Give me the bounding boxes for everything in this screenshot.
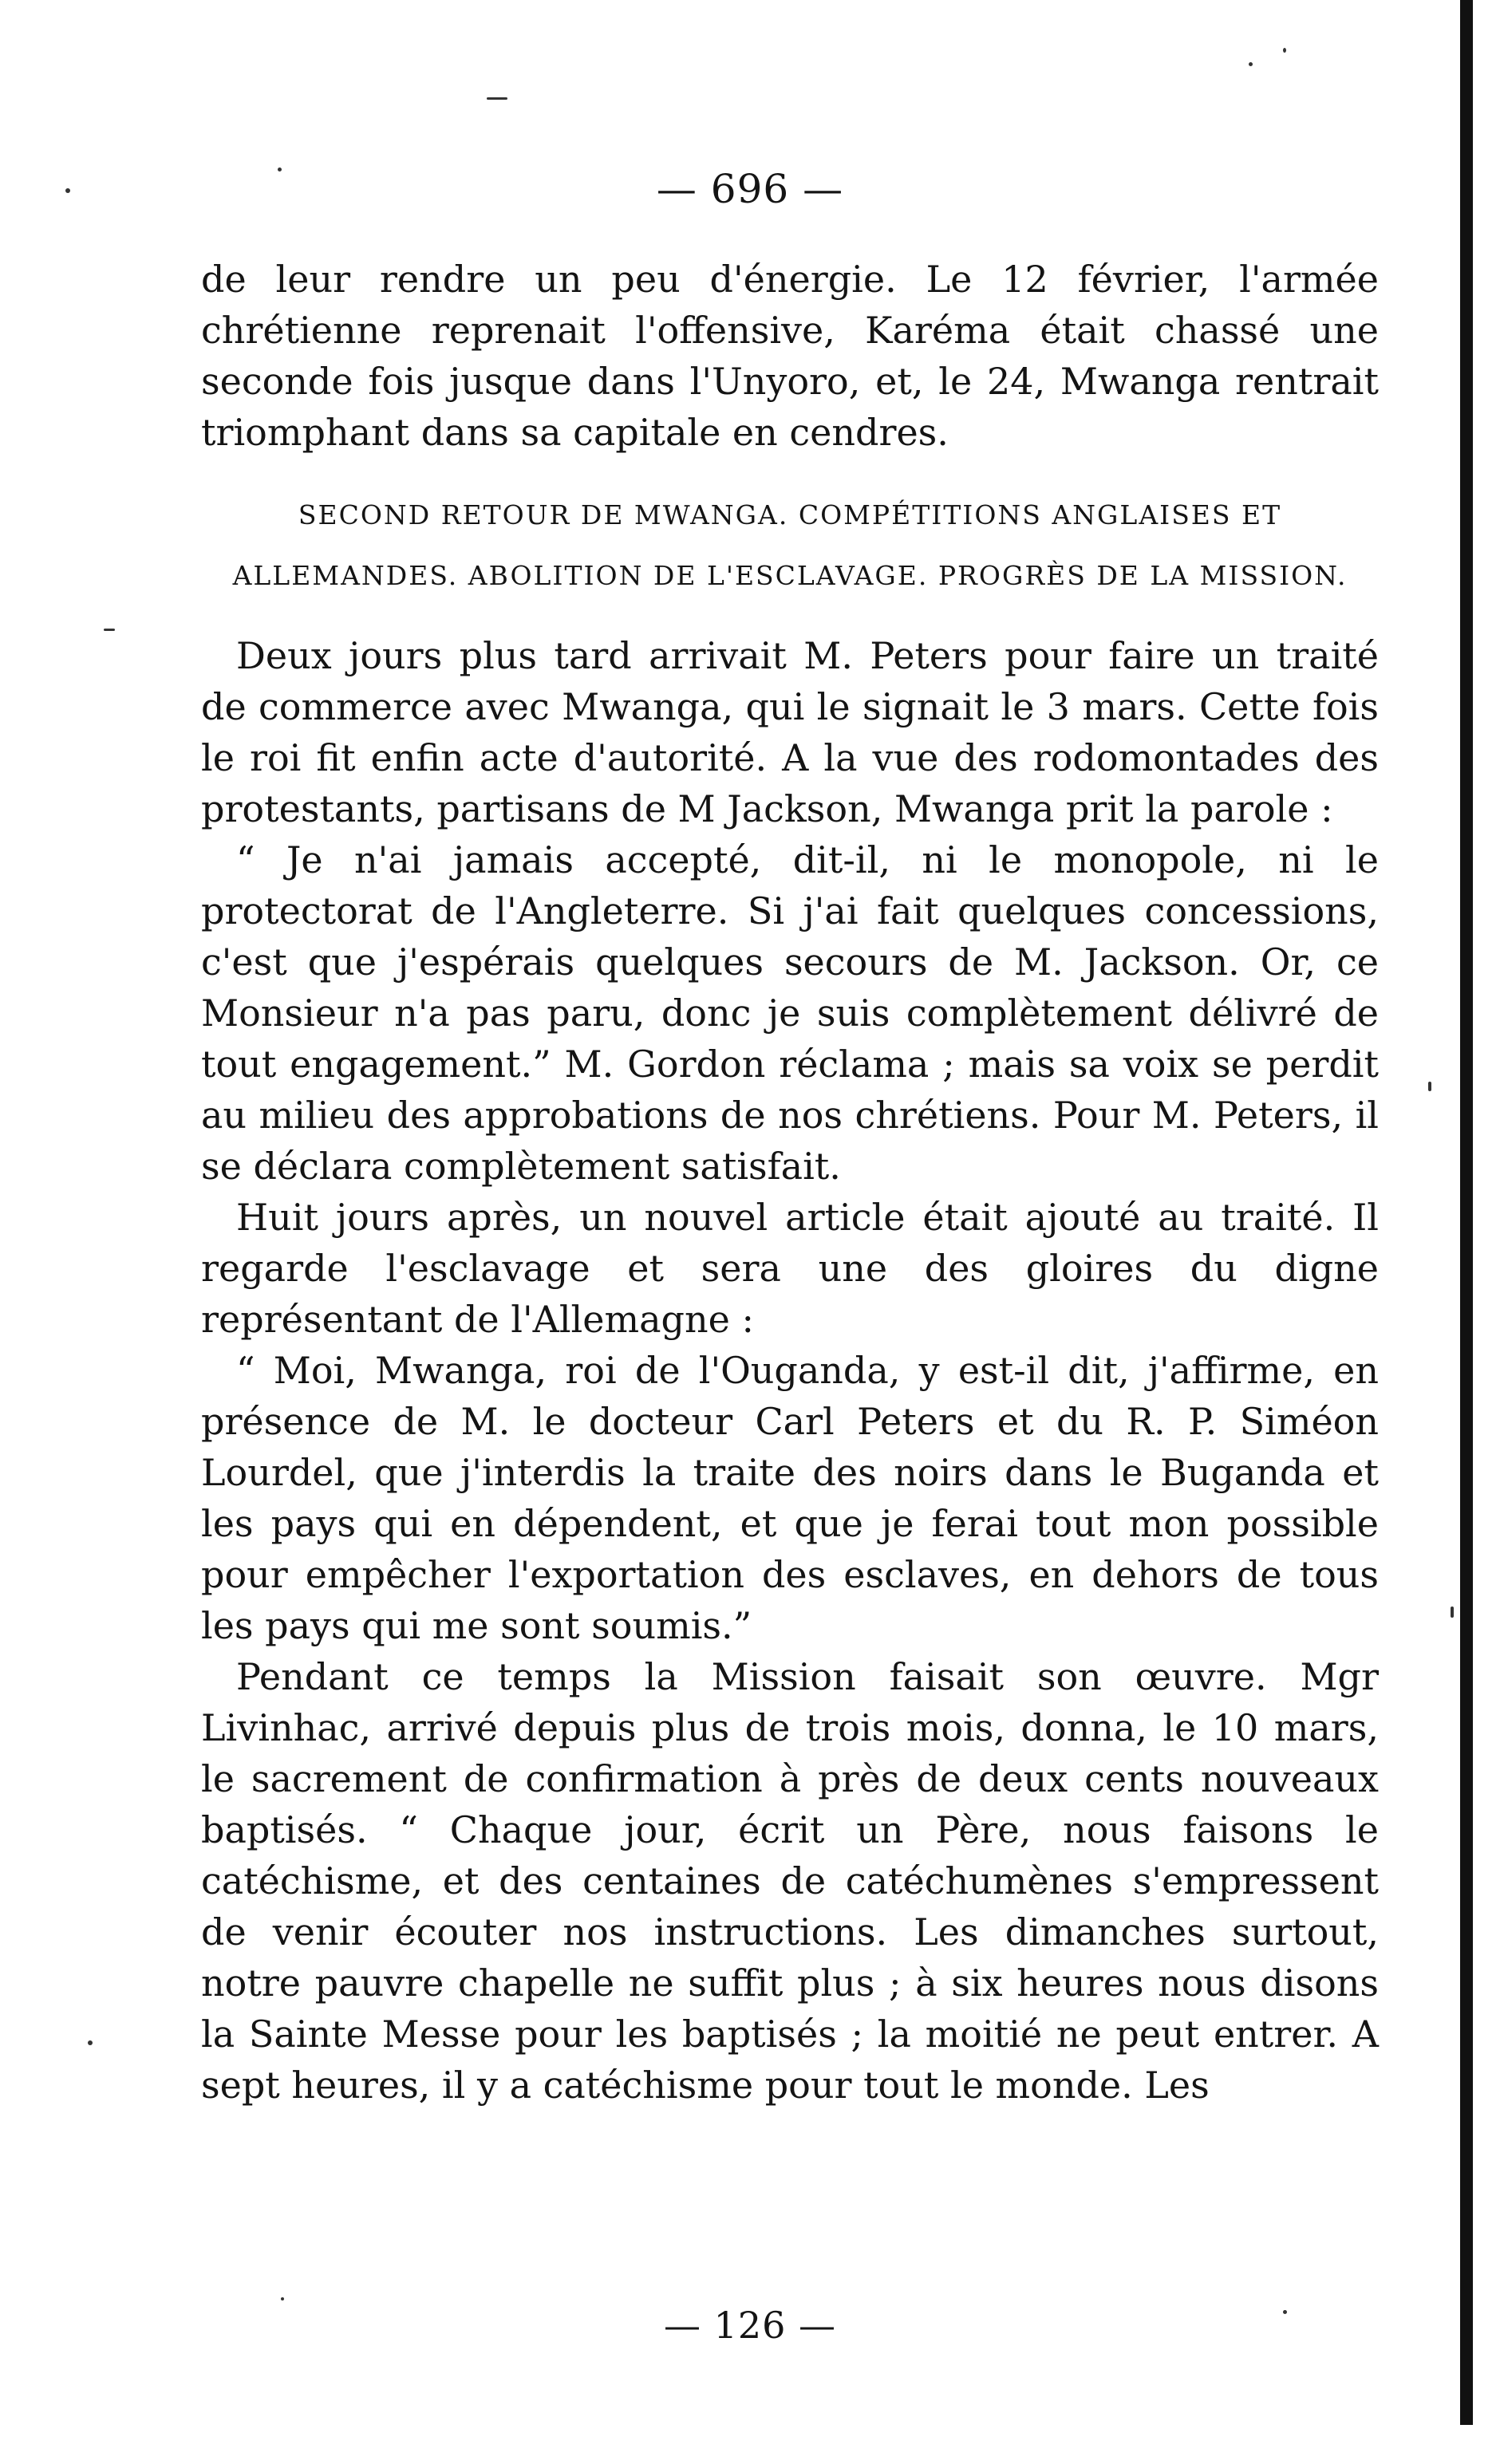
scan-speck: [487, 97, 507, 100]
page-number: — 696 —: [656, 166, 844, 212]
signature-number: — 126 —: [663, 2304, 837, 2347]
scan-speck: [88, 2040, 93, 2045]
section-heading: SECOND RETOUR DE MWANGA. COMPÉTITIONS ANGLAISES ET ALLEMANDES. ABOLITION DE L'ESCLAVAGE. PROGRÈS DE LA MISSION.: [232, 499, 1348, 591]
scan-speck: [1451, 1607, 1454, 1618]
paragraph-new-article: Huit jours après, un nouvel article était ajouté au traité. Il regarde l'esclavage et sera une des gloires du digne représentant de l'Allemagne :: [201, 1196, 1379, 1341]
scan-edge-bar: [1460, 0, 1473, 2425]
scan-speck: [104, 629, 115, 631]
scan-speck: [1283, 48, 1286, 53]
scan-speck: [1283, 2310, 1287, 2314]
scan-speck: [65, 188, 70, 193]
paragraph-mission-work: Pendant ce temps la Mission faisait son œuvre. Mgr Livinhac, arrivé depuis plus de trois mois, donna, le 10 mars, le sacrement de confirmation à près de deux cents nouveaux baptisés. “ Chaque jour, écrit un Père, nous faisons le catéchisme, et des centaines de catéchumènes s'empressent de venir écouter nos instructions. Les dimanches surtout, notre pauvre chapelle ne suffit plus ; à six heures nous disons la Sainte Messe pour les baptisés ; la moitié ne peut entrer. A sept heures, il y a catéchisme pour tout le monde. Les: [201, 1655, 1379, 2107]
paragraph-slavery-declaration: “ Moi, Mwanga, roi de l'Ouganda, y est-il dit, j'affirme, en présence de M. le docteur Carl Peters et du R. P. Siméon Lourdel, que j'interdis la traite des noirs dans le Buganda et les pays qui en dépendent, et que je ferai tout mon possible pour empêcher l'exportation des esclaves, en dehors de tous les pays qui me sont soumis.”: [201, 1349, 1379, 1647]
body-text: [201, 254, 1379, 2111]
paragraph-continuation: de leur rendre un peu d'énergie. Le 12 février, l'armée chrétienne reprenait l'offensive, Karéma était chassé une seconde fois jusque dans l'Unyoro, et, le 24, Mwanga rentrait triomphant dans sa capitale en cendres.: [201, 258, 1379, 454]
scan-speck: [278, 168, 282, 171]
paragraph-mwanga-quote: “ Je n'ai jamais accepté, dit-il, ni le monopole, ni le protectorat de l'Angleterre. Si j'ai fait quelques concessions, c'est que j'espérais quelques secours de M. Jackson. Or, ce Monsieur n'a pas paru, donc je suis complètement délivré de tout engagement.” M. Gordon réclama ; mais sa voix se perdit au milieu des approbations de nos chrétiens. Pour M. Peters, il se déclara complètement satisfait.: [201, 838, 1379, 1188]
scan-speck: [1428, 1082, 1431, 1091]
paragraph-peters-arrival: Deux jours plus tard arrivait M. Peters pour faire un traité de commerce avec Mwanga, qui le signait le 3 mars. Cette fois le roi fit enfin acte d'autorité. A la vue des rodomontades des protestants, partisans de M Jackson, Mwanga prit la parole :: [201, 634, 1379, 830]
scan-speck: [1249, 62, 1253, 66]
scan-speck: [281, 2297, 284, 2300]
